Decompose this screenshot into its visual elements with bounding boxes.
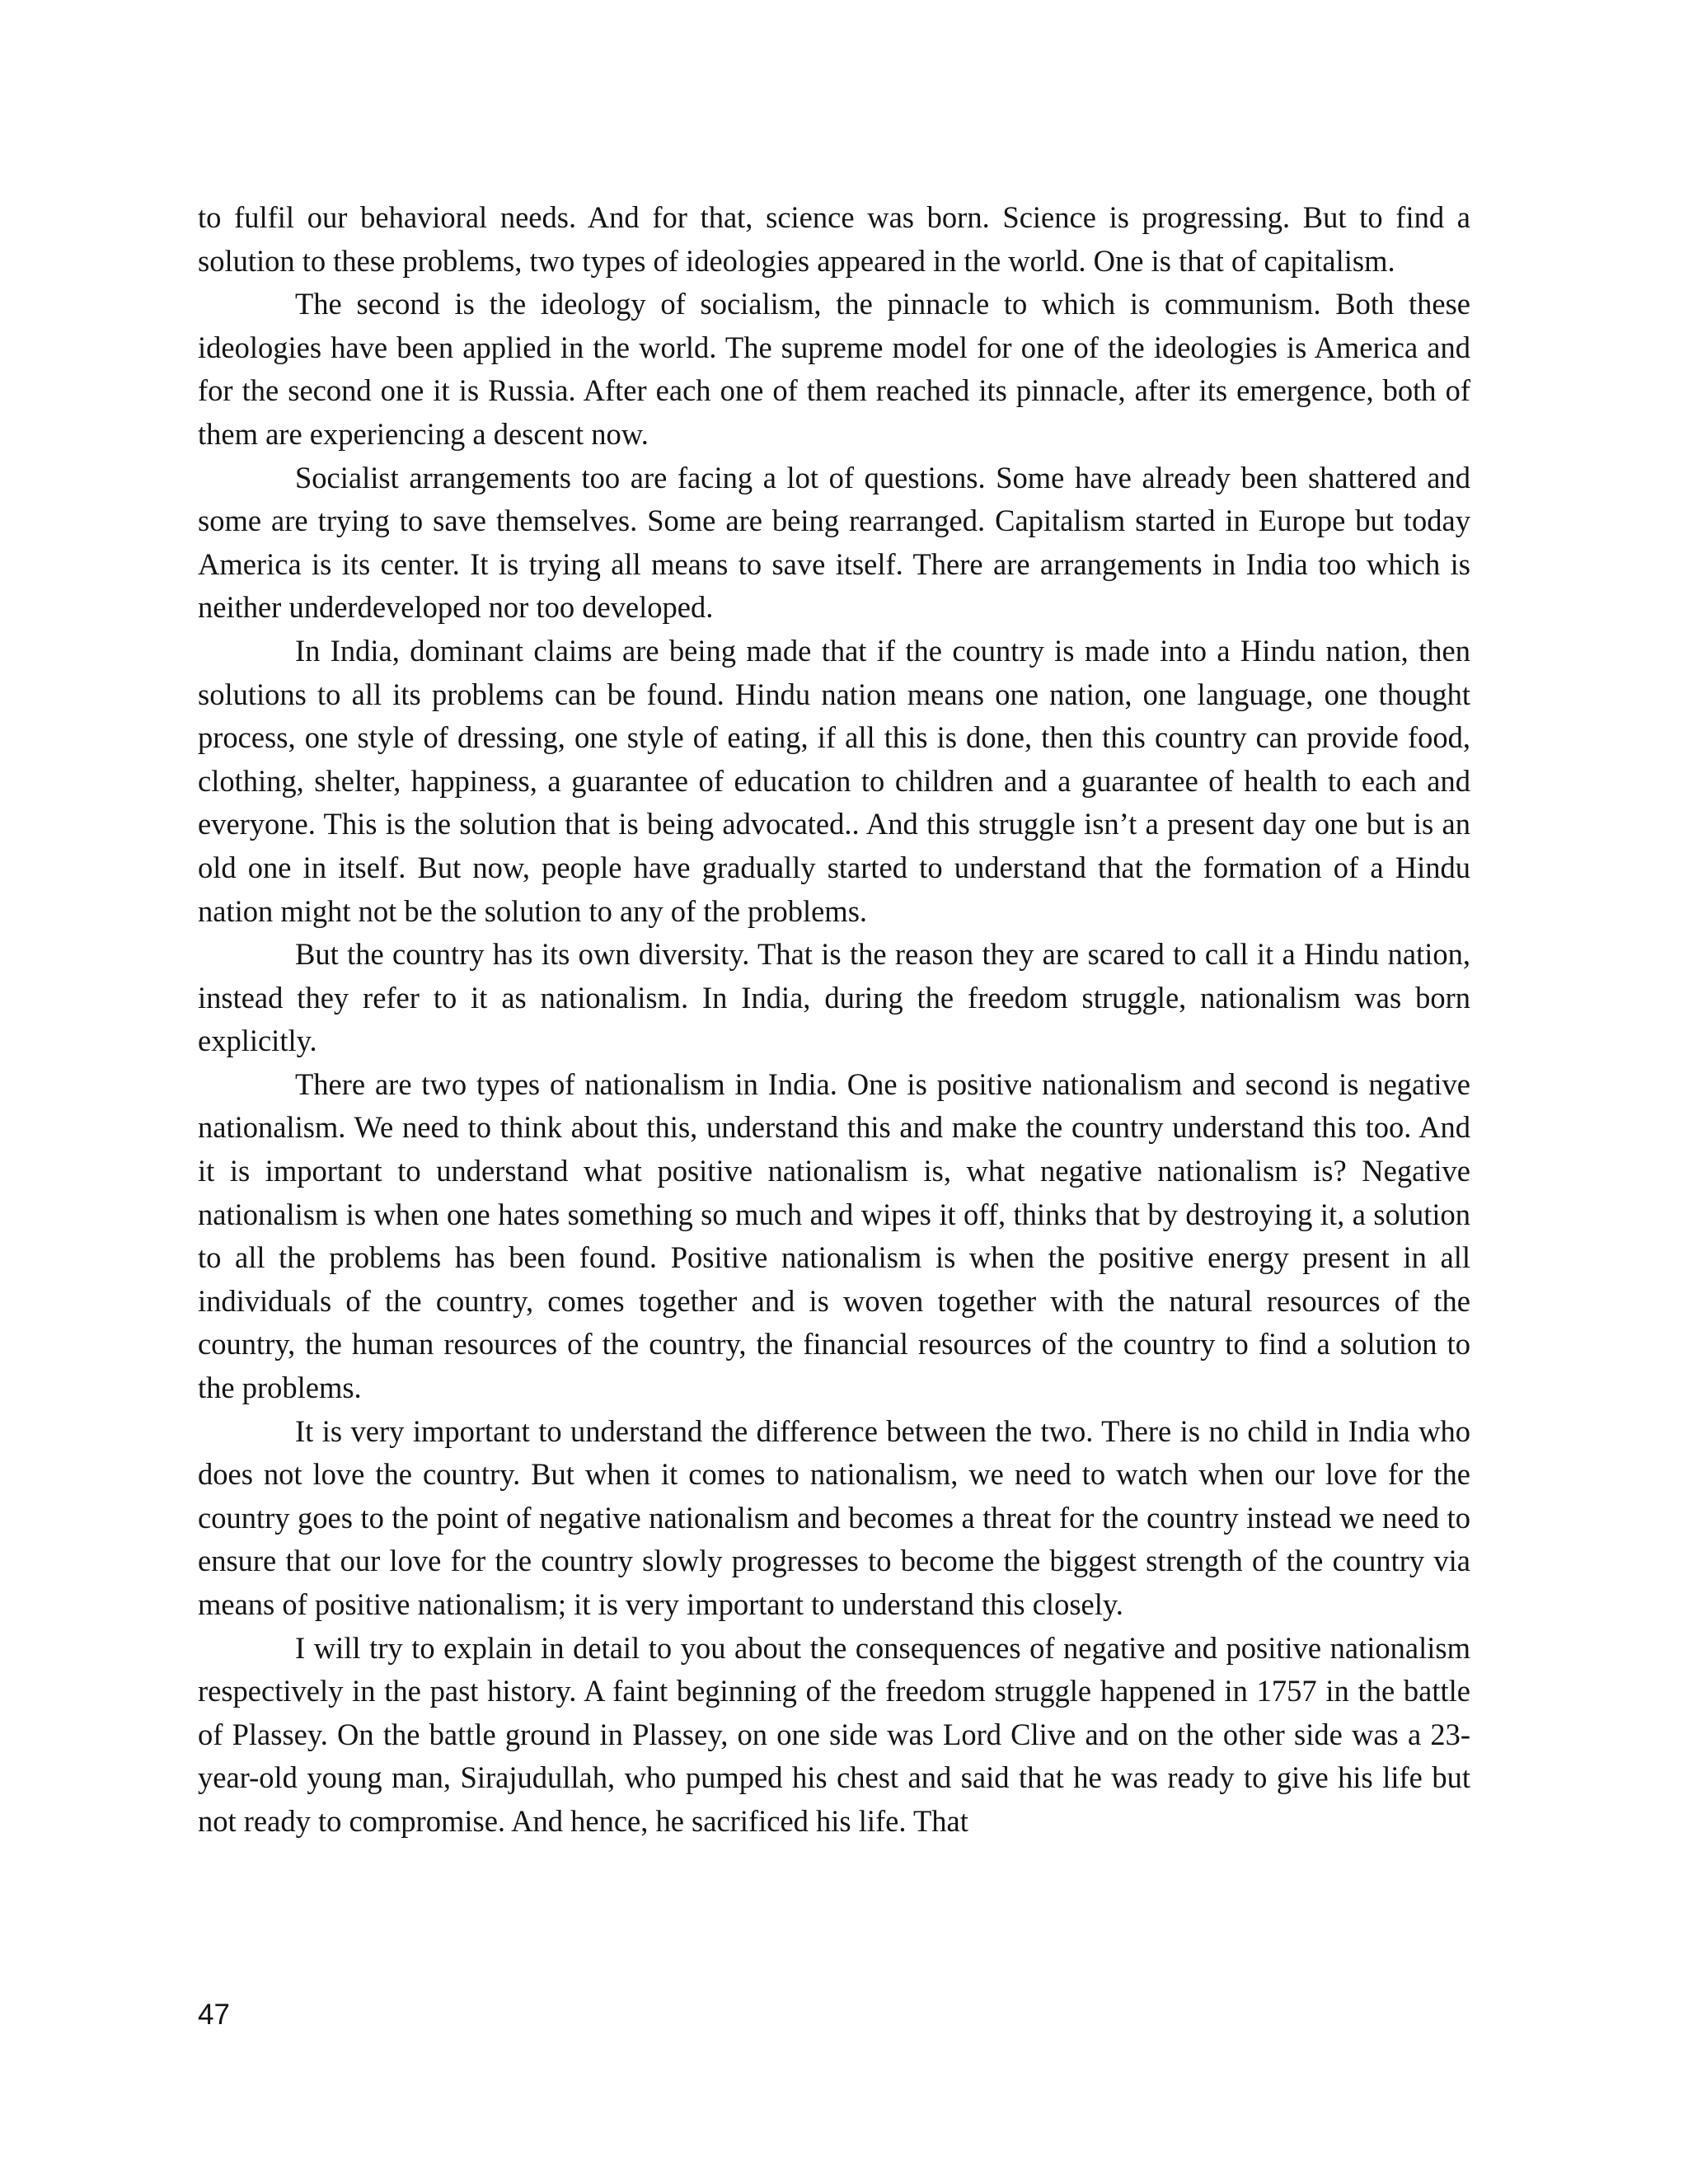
paragraph-history: I will try to explain in detail to you about the consequences of negative and positive nationalism respectively in the past history. A faint beginning of the freedom struggle happened in 1757 in the battle of Plassey. On the battle ground in Plassey, on one side was Lord Clive and on the other side was a 23-year-old young man, Sirajudullah, who pumped his chest and said that he was ready to give his life but not ready to compromise. And hence, he sacrificed his life. That bbox=[198, 1630, 1470, 1838]
paragraph-hindu-nation: In India, dominant claims are being made that if the country is made into a Hindu nation, then solutions to all its problems can be found. Hindu nation means one nation, one language, one thought process, one style of dressing, one style of eating, if all this is done, then this country can provide food, clothing, shelter, happiness, a guarantee of education to children and a guarantee of health to each and everyone. This is the solution that is being advocated.. And this struggle isn’t a present day one but is an old one in itself. But now, people have gradually started to understand that the formation of a Hindu nation might not be the solution to any of the problems. bbox=[198, 633, 1470, 928]
paragraph-socialist-arrangements: Socialist arrangements too are facing a lot of questions. Some have already been shattered and some are trying to save themselves. Some are being rearranged. Capitalism started in Europe but today America is its center. It is trying all means to save itself. There are arrangements in India too which is neither underdeveloped nor too developed. bbox=[198, 460, 1470, 625]
page-number: 47 bbox=[198, 1999, 230, 2031]
paragraph-socialism: The second is the ideology of socialism, the pinnacle to which is communism. Both these ideologies have been applied in the world. The supreme model for one of the ideologies is America and for the second one it is Russia. After each one of them reached its pinnacle, after its emergence, both of them are experiencing a descent now. bbox=[198, 287, 1470, 451]
paragraph-two-types-nationalism: There are two types of nationalism in India. One is positive nationalism and second is negative nationalism. We need to think about this, understand this and make the country understand this too. And it is important to understand what positive nationalism is, what negative nationalism is? Negative nationalism is when one hates something so much and wipes it off, thinks that by destroying it, a solution to all the problems has been found. Positive nationalism is when the positive energy present in all individuals of the country, comes together and is woven together with the natural resources of the country, the human resources of the country, the financial resources of the country to find a solution to the problems. bbox=[198, 1066, 1470, 1405]
paragraph-difference: It is very important to understand the difference between the two. There is no child in India who does not love the country. But when it comes to nationalism, we need to watch when our love for the country goes to the point of negative nationalism and becomes a threat for the country instead we need to ensure that our love for the country slowly progresses to become the biggest strength of the country via means of positive nationalism; it is very important to understand this closely. bbox=[198, 1413, 1470, 1621]
paragraph-diversity: But the country has its own diversity. That is the reason they are scared to call it a Hindu nation, instead they refer to it as nationalism. In India, during the freedom struggle, nationalism was born explicitly. bbox=[198, 937, 1470, 1058]
body-text bbox=[198, 196, 1470, 1844]
paragraph-continued: to fulfil our behavioral needs. And for that, science was born. Science is progressing. But to find a solution to these problems, two types of ideologies appeared in the world. One is that of capitalism. bbox=[198, 200, 1470, 278]
